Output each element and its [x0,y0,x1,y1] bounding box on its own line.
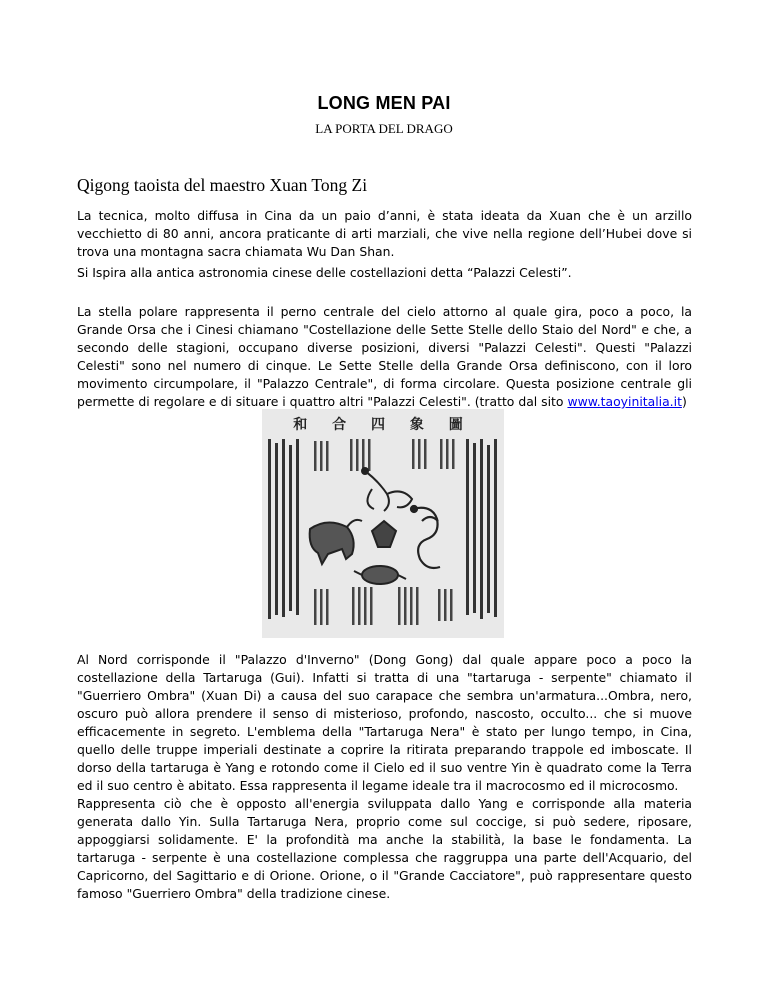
four-symbols-illustration [262,409,504,638]
section-heading: Qigong taoista del maestro Xuan Tong Zi [77,175,368,195]
source-link[interactable]: www.taoyinitalia.it [567,394,682,409]
illustration-svg [262,409,504,638]
paragraph-north-palace-a: Al Nord corrisponde il "Palazzo d'Inverno" (Dong Gong) dal quale appare poco a poco la costellazione della Tartaruga (Gui). Infatti si tratta di una "tartaruga - serpente" chiamato il "Guerriero Ombra" (Xuan Di) a causa del suo carapace che sembra un'armatura...Ombra, nero, oscuro può allora prendere il senso di misterioso, profondo, nascosto, occulto... che si muove efficacemente in segreto. L'emblema della "Tartaruga Nera" è stato per lungo tempo, in Cina, quello delle truppe imperiali destinate a coprire la ritirata preparando trappole ed imboscate. Il dorso della tartaruga è Yang e rotondo come il Cielo ed il suo ventre Yin è quadrato come la Terra ed il suo centro è abitato. Essa rappresenta il legame ideale tra il macrocosmo ed il microcosmo. [77,652,692,793]
paragraph-intro: La tecnica, molto diffusa in Cina da un paio d’anni, è stata ideata da Xuan che è un arzillo vecchietto di 80 anni, ancora praticante di arti marziali, che vive nella regione dell’Hubei dove si trova una montagna sacra chiamata Wu Dan Shan. [77,208,692,259]
document-subtitle: LA PORTA DEL DRAGO [315,121,453,136]
paragraph-north-palace-b: Rappresenta ciò che è opposto all'energia sviluppata dallo Yang e corrisponde alla materia generata dallo Yin. Sulla Tartaruga Nera, proprio come sul coccige, si può sedere, riposare, appoggiarsi solidamente. E' la profondità ma anche la stabilità, la base le fondamenta. La tartaruga - serpente è una costellazione complessa che raggruppa una parte dell'Acquario, del Capricorno, del Sagittario e di Orione. Orione, o il "Grande Cacciatore", può rappresentare questo famoso "Guerriero Ombra" della tradizione cinese. [77,796,692,901]
paragraph-polar-star [77,303,692,411]
illustration-title: 和 合 四 象 圖 [293,417,473,433]
paragraph-polar-star-end: ) [681,394,687,409]
paragraph-polar-star-text: La stella polare rappresenta il perno centrale del cielo attorno al quale gira, poco a poco, la Grande Orsa che i Cinesi chiamano "Costellazione delle Sette Stelle dello Staio del Nord" e che, a secondo delle stagioni, occupano diverse posizioni, diversi "Palazzi Celesti". Questi "Palazzi Celesti" sono nel numero di cinque. Le Sette Stelle della Grande Orsa definiscono, con il loro movimento circumpolare, il "Palazzo Centrale", di forma circolare. Questa posizione centrale gli permette di regolare e di situare i quattro altri "Palazzi Celesti". (tratto dal sito [77,304,692,409]
paragraph-inspiration: Si Ispira alla antica astronomia cinese delle costellazioni detta “Palazzi Celesti”. [77,265,572,280]
paragraph-north-palace [77,651,692,903]
document-title: LONG MEN PAI [317,93,451,113]
